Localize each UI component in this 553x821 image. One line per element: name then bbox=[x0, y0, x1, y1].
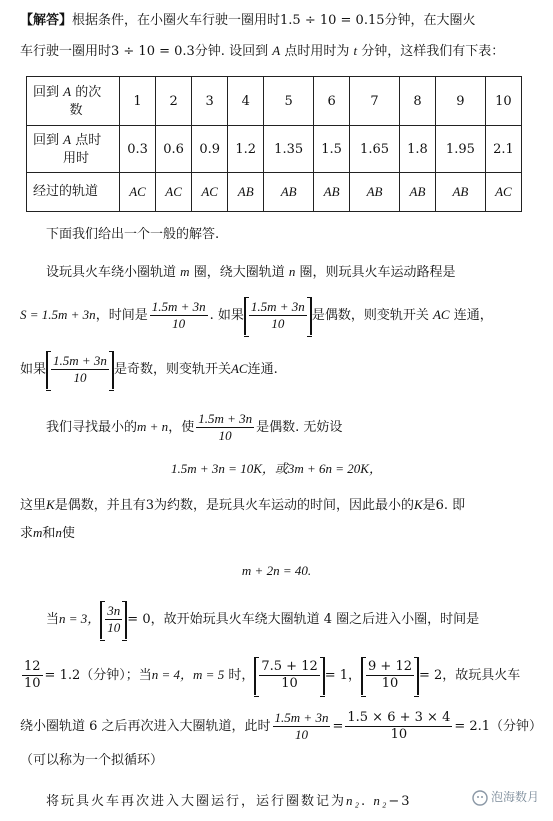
floor-bracket: $\frac{9 + 12}{10}$ bbox=[361, 657, 419, 695]
table-cell: AB bbox=[228, 173, 264, 212]
table-cell: 0.9 bbox=[192, 126, 228, 173]
table-cell: 4 bbox=[228, 77, 264, 126]
equation-2: m + 2n = 40. bbox=[241, 563, 312, 578]
floor-bracket: $\frac{3n}{10}$ bbox=[100, 601, 127, 639]
solution-line-2 bbox=[20, 42, 504, 61]
table-cell: 3 bbox=[192, 77, 228, 126]
k-explanation-line-2: 求m和n使 bbox=[20, 525, 75, 541]
table-cell: 6 bbox=[314, 77, 350, 126]
table-cell: 0.3 bbox=[120, 126, 156, 173]
table-cell: AC bbox=[485, 173, 521, 212]
watermark-text: 泡海数月 bbox=[490, 790, 539, 804]
table-cell: AB bbox=[399, 173, 435, 212]
quasi-cycle-note: （可以称为一个拟循环） bbox=[20, 753, 164, 768]
setup-line-3: 如果 $\frac{1.5m + 3n}{10}$ 是奇数，则变轨开关AC连通. bbox=[20, 350, 278, 389]
table-cell: 5 bbox=[264, 77, 314, 126]
case-n4-line: $\frac{12}{10}$ = 1.2（分钟）；当n = 4，m = 5 时， $\frac{7.5 + 12}{10}$ = 1， $\frac{9 + 12}{10}$ = 2，故玩具火车 bbox=[20, 656, 520, 695]
floor-bracket: $\frac{7.5 + 12}{10}$ bbox=[254, 657, 324, 695]
table-cell: 9 bbox=[436, 77, 486, 126]
case-n3-line: 当n = 3， $\frac{3n}{10}$ = 0，故开始玩具火车绕大圈轨道 4 圈之后进入小圈，时间是 bbox=[46, 600, 479, 639]
table-cell: AC bbox=[192, 173, 228, 212]
watermark bbox=[468, 786, 543, 808]
table-cell: 1.8 bbox=[399, 126, 435, 173]
table-cell: AB bbox=[436, 173, 486, 212]
setup-line-1: 设玩具火车绕小圈轨道 m 圈，绕大圈轨道 n 圈，则玩具火车运动路程是 bbox=[46, 264, 456, 280]
table-cell: 1 bbox=[120, 77, 156, 126]
table-row-counts bbox=[27, 77, 522, 126]
table-cell: AB bbox=[314, 173, 350, 212]
table-row-times bbox=[27, 126, 522, 173]
solution-label: 【解答】 bbox=[20, 13, 73, 28]
var-t: t bbox=[353, 43, 358, 58]
table-cell: AC bbox=[156, 173, 192, 212]
floor-bracket: $\frac{1.5m + 3n}{10}$ bbox=[244, 297, 312, 335]
path-formula: S = 1.5m + 3n bbox=[20, 307, 96, 322]
table-cell: 8 bbox=[399, 77, 435, 126]
search-line: 我们寻找最小的m + n，使 $\frac{1.5m + 3n}{10}$ 是偶数. 无妨设 bbox=[46, 411, 343, 443]
table-cell: 7 bbox=[350, 77, 400, 126]
setup-line-2: S = 1.5m + 3n，时间是 $\frac{1.5m + 3n}{10}$ . 如果 $\frac{1.5m + 3n}{10}$ 是偶数，则变轨开关 AC 连通， bbox=[20, 296, 493, 335]
table-cell: 1.2 bbox=[228, 126, 264, 173]
solution-text-2a: 车行驶一圈用时3 ÷ 10 = 0.3分钟. 设回到 bbox=[20, 44, 269, 59]
general-solution-intro: 下面我们给出一个一般的解答. bbox=[46, 227, 220, 242]
time-fraction: $\frac{1.5m + 3n}{10}$ bbox=[198, 411, 253, 443]
time-fraction: $\frac{1.5m + 3n}{10}$ bbox=[151, 299, 206, 331]
table-cell: 2.1 bbox=[485, 126, 521, 173]
row-header-counts: 回到 A 的次 数 bbox=[27, 77, 120, 126]
row-header-times: 回到 A 点时 用时 bbox=[27, 126, 120, 173]
table-cell: 1.65 bbox=[350, 126, 400, 173]
solution-text-2c: 点时用时为 bbox=[284, 44, 350, 59]
table-cell: 1.5 bbox=[314, 126, 350, 173]
next-step-line: 将玩具火车再次进入大圈运行，运行圈数记为n₂. n₂−3 bbox=[46, 793, 412, 809]
row-header-tracks: 经过的轨道 bbox=[27, 173, 120, 212]
solution-text-1: 根据条件，在小圈火车行驶一圈用时1.5 ÷ 10 = 0.15分钟，在大圈火 bbox=[72, 13, 476, 28]
table-cell: 2 bbox=[156, 77, 192, 126]
table-cell: AB bbox=[264, 173, 314, 212]
floor-bracket: $\frac{1.5m + 3n}{10}$ bbox=[46, 351, 114, 389]
table-cell: 0.6 bbox=[156, 126, 192, 173]
table-cell: 1.35 bbox=[264, 126, 314, 173]
equation-1: 1.5m + 3n = 10K，或3m + 6n = 20K， bbox=[171, 461, 382, 476]
table-cell: 10 bbox=[485, 77, 521, 126]
table-cell: 1.95 bbox=[436, 126, 486, 173]
data-table bbox=[26, 76, 522, 212]
time-calc-line: 绕小圈轨道 6 之后再次进入大圈轨道，此时 $\frac{1.5m + 3n}{10}$ = $\frac{1.5 \times 6 + 3 \times 4}{10}$ = 2.1（分钟） bbox=[20, 710, 543, 742]
solution-line-1 bbox=[20, 12, 476, 30]
table-row-tracks bbox=[27, 173, 522, 212]
table-cell: AC bbox=[120, 173, 156, 212]
point-a: A bbox=[272, 43, 281, 58]
table-cell: AB bbox=[350, 173, 400, 212]
k-explanation-line-1: 这里K是偶数，并且有3为约数，是玩具火车运动的时间，因此最小的K是6. 即 bbox=[20, 497, 466, 513]
fraction-12-10: $\frac{12}{10}$ bbox=[24, 659, 41, 691]
wechat-icon bbox=[472, 790, 488, 806]
solution-text-2e: 分钟，这样我们有下表： bbox=[361, 44, 505, 59]
